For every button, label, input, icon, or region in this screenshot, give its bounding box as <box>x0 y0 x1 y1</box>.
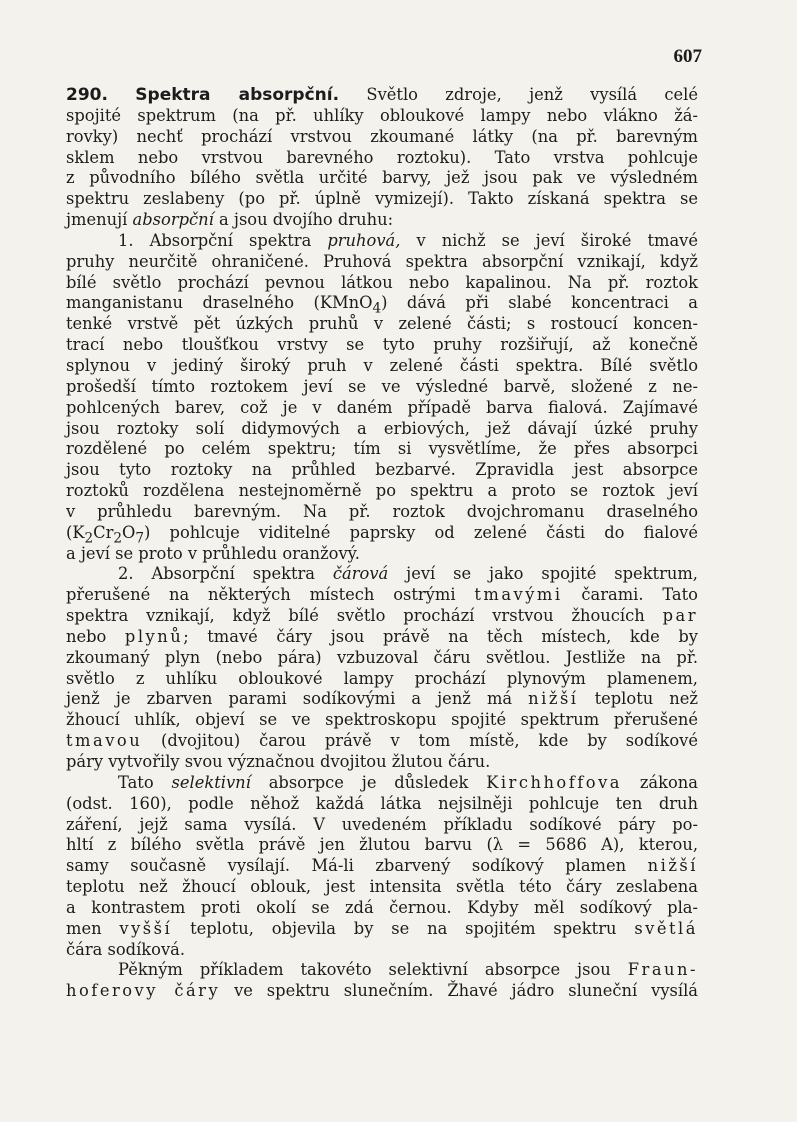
spaced-emphasis: par <box>662 606 698 626</box>
text-line: v průhledu barevným. Na př. roztok dvojchromanu draselného <box>66 501 698 521</box>
emphasis: pruhová, <box>327 230 401 250</box>
text-line: jsou roztoky solí didymových a erbiových, jež dávají úzké pruhy <box>66 418 698 438</box>
spaced-emphasis: světlá <box>634 918 698 938</box>
text-line: pohlcených barev, což je v daném případě barva fialová. Zajímavé <box>66 397 698 417</box>
text-line: přerušené na některých místech ostrými tmavými čarami. Tato <box>66 585 698 605</box>
subscript: 7 <box>135 529 145 546</box>
text-line: samy současně vysílají. Má-li zbarvený sodíkový plamen nižší <box>66 856 698 876</box>
text-line: jenž je zbarven parami sodíkovými a jenž má nižší teplotu než <box>66 689 698 709</box>
text-line: pruhy neurčitě ohraničené. Pruhová spektra absorpční vznikají, když <box>66 251 698 271</box>
text-line: roztoků rozdělena nestejnoměrně po spektru a proto se roztok jeví <box>66 481 698 501</box>
text-line: a jeví se proto v průhledu oranžový. <box>66 543 360 563</box>
text-line: Tato selektivní absorpce je důsledek Kirchhoffova zákona <box>118 772 698 792</box>
spaced-emphasis: vyšší <box>119 918 173 938</box>
text-line: spojité spektrum (na př. uhlíky obloukové lampy nebo vlákno žá- <box>66 105 698 125</box>
subscript: 2 <box>84 529 94 546</box>
text-line: žhoucí uhlík, objeví se ve spektroskopu spojité spektrum přerušené <box>66 710 698 730</box>
text-line: jmenují absorpční a jsou dvojího druhu: <box>66 210 394 230</box>
text-line: rovky) nechť prochází vrstvou zkoumané látky (na př. barevným <box>66 126 698 146</box>
text-line: z původního bílého světla určité barvy, jež jsou pak ve výsledném <box>66 168 698 188</box>
text-line: spektra vznikají, když bílé světlo prochází vrstvou žhoucích par <box>66 606 698 626</box>
text-line: zkoumaný plyn (nebo pára) vzbuzoval čáru světlou. Jestliže na př. <box>66 647 698 667</box>
section-290-text <box>66 85 698 1002</box>
text-line: páry vytvořily svou význačnou dvojitou žlutou čáru. <box>66 752 491 771</box>
subscript: 2 <box>113 529 123 546</box>
text-line: splynou v jediný široký pruh v zelené části spektra. Bílé světlo <box>66 355 698 375</box>
text-line: prošedší tímto roztokem jeví se ve výsledné barvě, složené z ne- <box>66 376 698 396</box>
emphasis: absorpční <box>132 210 214 230</box>
text-line: hltí z bílého světla právě jen žlutou barvu (λ = 5686 A), kterou, <box>66 835 698 855</box>
page-number: 607 <box>673 46 702 67</box>
spaced-emphasis: tmavými <box>474 585 563 605</box>
spaced-emphasis: Kirchhoffova <box>486 772 622 792</box>
text-line: $(K_2Cr_2O_7)$ pohlcuje viditelné paprsky od zelené části do fialové <box>66 522 698 546</box>
text-line: tenké vrstvě pět úzkých pruhů v zelené části; s rostoucí koncen- <box>66 314 698 334</box>
spaced-emphasis: tmavou <box>66 731 143 751</box>
text-line: sklem nebo vrstvou barevného roztoku). Tato vrstva pohlcuje <box>66 147 698 167</box>
text-line: čára sodíková. <box>66 939 186 959</box>
text-line: jsou tyto roztoky na průhled bezbarvé. Zpravidla jest absorpce <box>66 460 698 480</box>
text-line: (odst. 160), podle něhož každá látka nejsilněji pohlcuje ten druh <box>66 793 698 813</box>
text-line: hoferovy čáry ve spektru slunečním. Žhavé jádro sluneční vysílá <box>66 981 698 1001</box>
text-line: spektru zeslabeny (po př. úplně vymizejí). Takto získaná spektra se <box>66 189 698 209</box>
section-number: 290. <box>66 85 108 105</box>
text-line: nebo plynů; tmavé čáry jsou právě na těch místech, kde by <box>66 626 698 646</box>
spaced-emphasis: plynů <box>124 626 184 646</box>
text-line: světlo z uhlíku obloukové lampy prochází plynovým plamenem, <box>66 668 698 688</box>
text-line: 2. Absorpční spektra čárová jeví se jako spojité spektrum, <box>118 564 698 584</box>
spaced-emphasis: Fraun- <box>627 960 698 980</box>
text-line: trací nebo tloušťkou vrstvy se tyto pruhy rozšiřují, až konečně <box>66 335 698 355</box>
text-line: a kontrastem proti okolí se zdá černou. Kdyby měl sodíkový pla- <box>66 897 698 917</box>
subscript: 4 <box>372 300 382 317</box>
spaced-emphasis: nižší <box>528 689 579 709</box>
text-line: záření, jejž sama vysílá. V uvedeném příkladu sodíkové páry po- <box>66 814 698 834</box>
emphasis: selektivní <box>171 772 251 792</box>
text-line: teplotu než žhoucí oblouk, jest intensita světla této čáry zeslabena <box>66 877 698 897</box>
text-line: manganistanu draselného (KMnO$_4$) dává při slabé koncentraci a <box>66 293 698 317</box>
text-line: 290. Spektra absorpční. Světlo zdroje, jenž vysílá celé <box>66 85 698 105</box>
spaced-emphasis: hoferovy čáry <box>66 981 221 1001</box>
section-title: Spektra absorpční. <box>135 85 340 105</box>
spaced-emphasis: nižší <box>647 856 698 876</box>
text-line: bílé světlo prochází pevnou látkou nebo kapalinou. Na př. roztok <box>66 272 698 292</box>
text-line: tmavou (dvojitou) čarou právě v tom místě, kde by sodíkové <box>66 731 698 751</box>
text-line: Pěkným příkladem takovéto selektivní absorpce jsou Fraun- <box>118 960 698 980</box>
text-line: men vyšší teplotu, objevila by se na spojitém spektru světlá <box>66 918 698 938</box>
text-line: 1. Absorpční spektra pruhová, v nichž se jeví široké tmavé <box>118 230 698 250</box>
emphasis: čárová <box>332 564 389 584</box>
text-line: rozdělené po celém spektru; tím si vysvětlíme, že přes absorpci <box>66 439 698 459</box>
